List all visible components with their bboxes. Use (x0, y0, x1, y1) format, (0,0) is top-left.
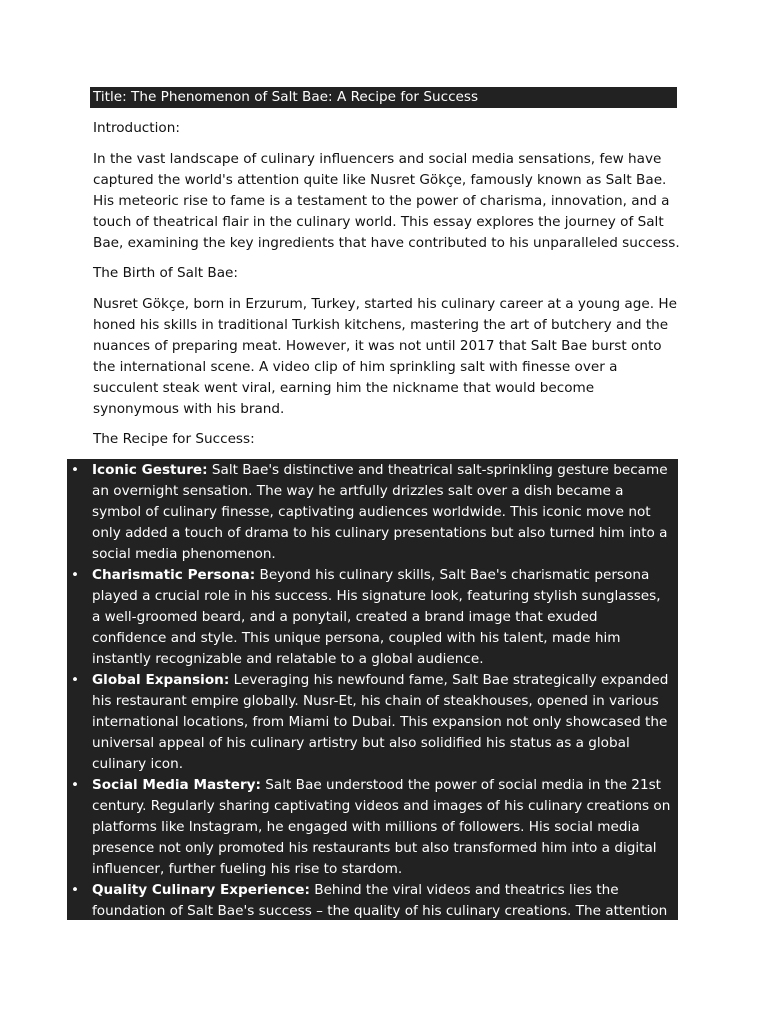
bullet-icon: • (70, 882, 80, 898)
list-item-text: Salt Bae understood the power of social media in the 21st century. Regularly sharing captivating videos and images of his culinary creations on platforms like Instagram, he engaged with millions of followers. His social media presence not only promoted his restaurants but also transformed him into a digital influencer, further fueling his rise to stardom. (92, 777, 671, 877)
bullet-icon: • (70, 462, 80, 478)
list-item-text: Beyond his culinary skills, Salt Bae's charismatic persona played a crucial role in his success. His signature look, featuring stylish sunglasses, a well-groomed beard, and a ponytail, created a brand image that exuded confidence and style. This unique persona, coupled with his talent, made him instantly recognizable and relatable to a global audience. (92, 567, 661, 667)
list-item-title: Social Media Mastery: (92, 777, 261, 793)
list-item (67, 460, 678, 565)
list-item-title: Global Expansion: (92, 672, 230, 688)
bullet-icon: • (70, 777, 80, 793)
introduction-paragraph: In the vast landscape of culinary influencers and social media sensations, few have captured the world's attention quite like Nusret Gökçe, famously known as Salt Bae. His meteoric rise to fame is a testament to the power of charisma, innovation, and a touch of theatrical flair in the culinary world. This essay explores the journey of Salt Bae, examining the key ingredients that have contributed to his unparalleled success. (93, 151, 680, 251)
list-item (67, 670, 678, 775)
introduction-heading: Introduction: (93, 120, 180, 136)
document-title: Title: The Phenomenon of Salt Bae: A Recipe for Success (90, 87, 677, 108)
list-item-text: Salt Bae's distinctive and theatrical salt-sprinkling gesture became an overnight sensation. The way he artfully drizzles salt over a dish became a symbol of culinary finesse, captivating audiences worldwide. This iconic move not only added a touch of drama to his culinary presentations but also turned him into a social media phenomenon. (92, 462, 668, 562)
recipe-heading: The Recipe for Success: (93, 431, 255, 447)
recipe-list-block (67, 459, 678, 920)
birth-heading: The Birth of Salt Bae: (93, 265, 238, 281)
list-item-text: Behind the viral videos and theatrics lies the foundation of Salt Bae's success – the quality of his culinary creations. The attention (92, 882, 668, 919)
list-item-text: Leveraging his newfound fame, Salt Bae strategically expanded his restaurant empire globally. Nusr-Et, his chain of steakhouses, opened in various international locations, from Miami to Dubai. This expansion not only showcased the universal appeal of his culinary artistry but also solidified his status as a global culinary icon. (92, 672, 669, 772)
list-item (67, 775, 678, 880)
list-item-title: Iconic Gesture: (92, 462, 208, 478)
birth-paragraph: Nusret Gökçe, born in Erzurum, Turkey, started his culinary career at a young age. He honed his skills in traditional Turkish kitchens, mastering the art of butchery and the nuances of preparing meat. However, it was not until 2017 that Salt Bae burst onto the international scene. A video clip of him sprinkling salt with finesse over a succulent steak went viral, earning him the nickname that would become synonymous with his brand. (93, 296, 677, 417)
list-item-title: Charismatic Persona: (92, 567, 256, 583)
list-item-title: Quality Culinary Experience: (92, 882, 310, 898)
bullet-icon: • (70, 672, 80, 688)
bullet-icon: • (70, 567, 80, 583)
recipe-list (67, 460, 678, 920)
list-item (67, 880, 678, 920)
list-item (67, 565, 678, 670)
